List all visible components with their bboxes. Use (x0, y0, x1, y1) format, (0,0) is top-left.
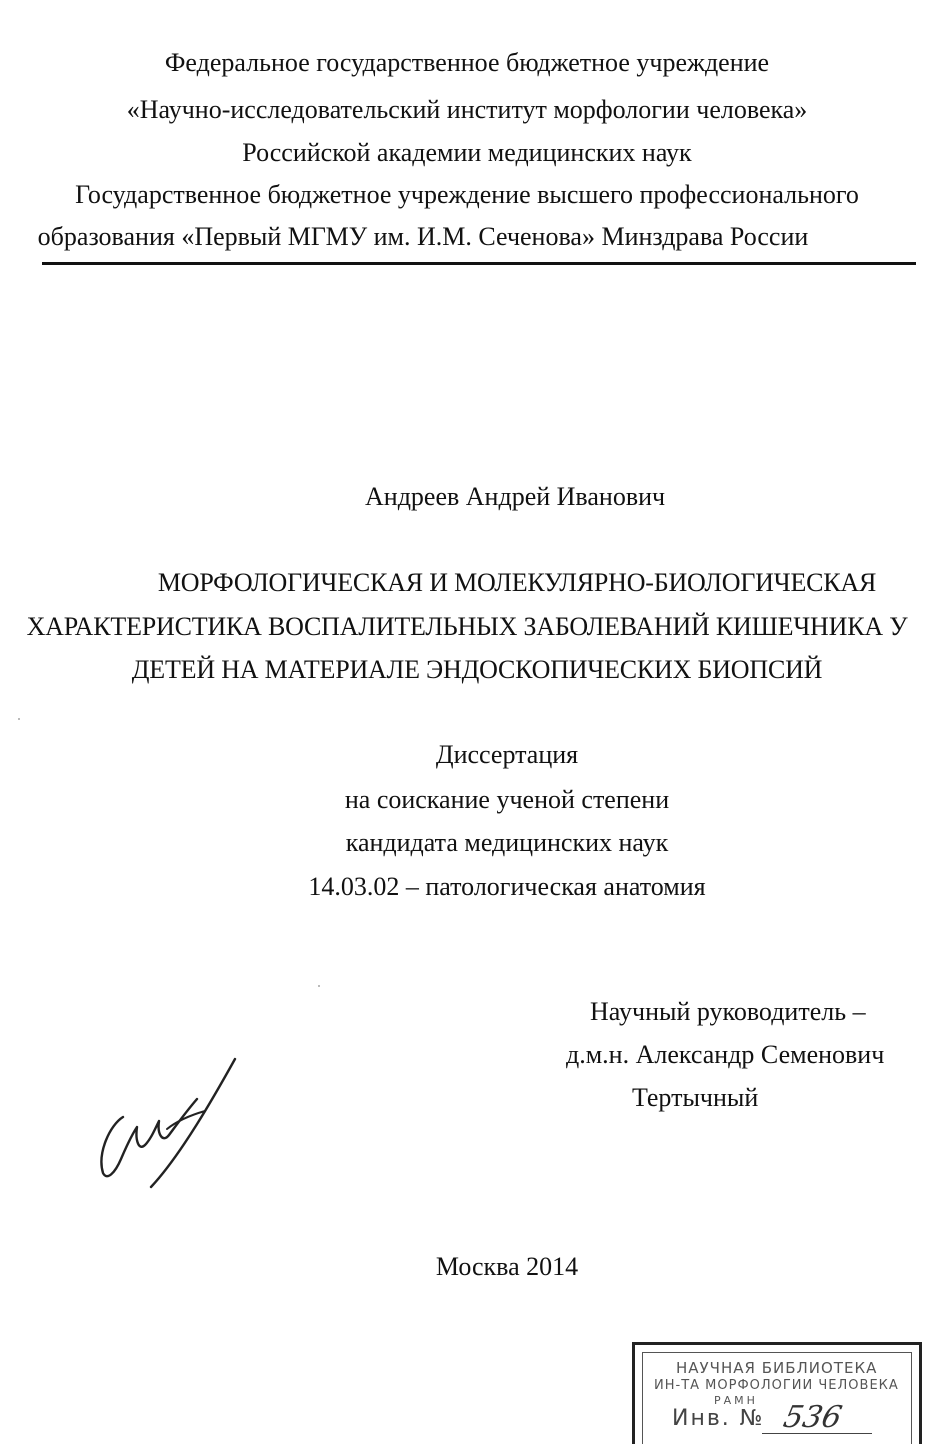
stamp-inventory-number: 536 (780, 1400, 845, 1435)
dissertation-line-3: кандидата медицинских наук (345, 828, 669, 857)
supervisor-line-2: д.м.н. Александр Семенович (566, 1040, 885, 1069)
dissertation-line-4: 14.03.02 – патологическая анатомия (308, 872, 706, 901)
header-line-3: Российской академии медицинских наук (242, 138, 692, 167)
signature-image (85, 1055, 255, 1190)
stamp-line-3: РАМН (714, 1394, 758, 1407)
header-line-1: Федеральное государственное бюджетное учреждение (164, 48, 770, 77)
stamp-inventory-label: Инв. № (672, 1406, 765, 1431)
stamp-line-1: НАУЧНАЯ БИБЛИОТЕКА (676, 1359, 878, 1377)
scan-speck (18, 718, 20, 720)
supervisor-line-1: Научный руководитель – (590, 997, 866, 1026)
author-name: Андреев Андрей Иванович (365, 482, 666, 511)
library-stamp (632, 1342, 922, 1444)
header-divider (42, 262, 916, 265)
scan-speck (318, 985, 320, 987)
dissertation-line-1: Диссертация (435, 740, 579, 769)
title-line-3: ДЕТЕЙ НА МАТЕРИАЛЕ ЭНДОСКОПИЧЕСКИХ БИОПСИЙ (131, 655, 823, 684)
supervisor-line-3: Тертычный (632, 1083, 759, 1112)
header-line-2: «Научно-исследовательский институт морфологии человека» (126, 95, 808, 124)
city-year: Москва 2014 (435, 1252, 579, 1281)
header-line-5: образования «Первый МГМУ им. И.М. Сеченова» Минздрава России (37, 222, 809, 251)
stamp-line-2: ИН-ТА МОРФОЛОГИИ ЧЕЛОВЕКА (654, 1378, 899, 1393)
title-line-2: ХАРАКТЕРИСТИКА ВОСПАЛИТЕЛЬНЫХ ЗАБОЛЕВАНИЙ КИШЕЧНИКА У (26, 612, 908, 641)
title-line-1: МОРФОЛОГИЧЕСКАЯ И МОЛЕКУЛЯРНО-БИОЛОГИЧЕСКАЯ (157, 568, 877, 597)
header-line-4: Государственное бюджетное учреждение высшего профессионального (75, 180, 859, 209)
dissertation-line-2: на соискание ученой степени (344, 785, 670, 814)
